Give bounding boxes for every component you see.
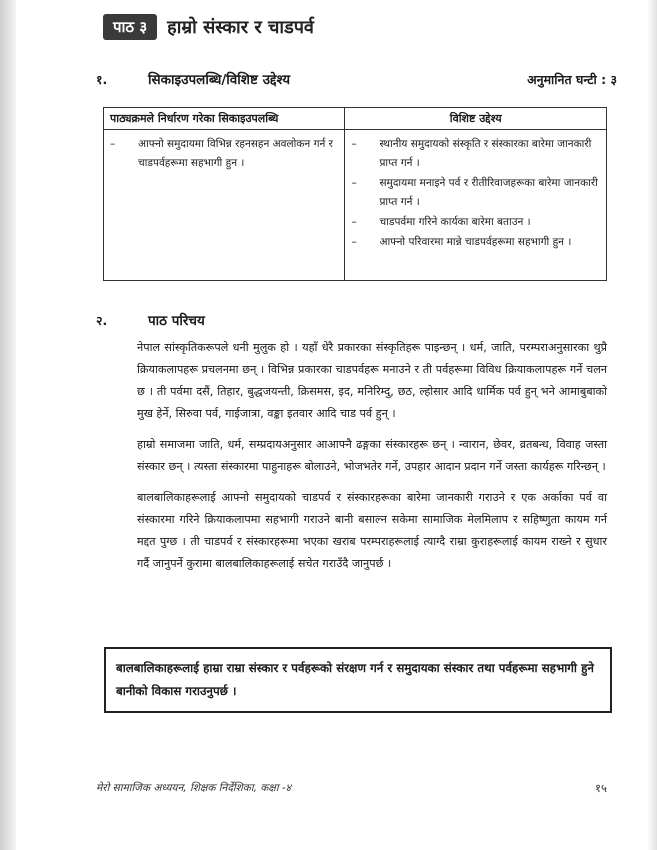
list-item-text: स्थानीय समुदायको संस्कृति र संस्कारका बारेमा जानकारी प्राप्त गर्न ।: [379, 138, 592, 169]
section-1-heading: [96, 70, 617, 88]
table-row: [104, 130, 607, 281]
page-number: १५: [595, 781, 607, 795]
page-right-edge: [647, 0, 657, 850]
section-title: पाठ परिचय: [148, 313, 205, 329]
section-title: सिकाइउपलब्धि/विशिष्ट उद्देश्य: [148, 72, 291, 88]
list-item-text: आफ्नो समुदायमा विभिन्न रहनसहन अवलोकन गर्न र चाडपर्वहरूमा सहभागी हुन ।: [138, 138, 333, 169]
page-binding-edge: [0, 0, 16, 850]
bullet: –: [351, 236, 357, 248]
list-item: [108, 135, 340, 173]
specific-objectives-cell: [345, 130, 607, 281]
bullet: –: [351, 216, 357, 228]
list-item: [349, 174, 602, 212]
column-header: पाठ्यक्रमले निर्धारण गरेका सिकाइउपलब्धि: [104, 108, 345, 130]
paragraph: नेपाल सांस्कृतिकरूपले धनी मुलुक हो । यहाँ धेरै प्रकारका संस्कृतिहरू पाइन्छन् । धर्म, जाति, परम्पराअनुसारका थुप्रै क्रियाकलापहरू प्रचलनमा छन् । विभिन्न प्रकारका चाडपर्वहरू मनाउने र ती पर्वहरूमा विविध क्रियाकलापहरू गर्ने चलन छ । ती पर्वमा दसैं, तिहार, बुद्धजयन्ती, क्रिसमस, इद, मनिरिम्दु, छठ, ल्होसार आदि धार्मिक पर्व हुन् भने आमाबुबाको मुख हेर्ने, सिरुवा पर्व, गाईजात्रा, वङ्का इतवार आदि चाड पर्व हुन् ।: [137, 341, 607, 420]
list-item: [349, 233, 602, 252]
table-header-row: [104, 108, 607, 130]
list-item: [349, 213, 602, 232]
list-item: [349, 135, 602, 173]
section-2-heading: [96, 311, 617, 329]
list-item-text: आफ्नो परिवारमा मान्ने चाडपर्वहरूमा सहभागी हुन ।: [379, 236, 572, 248]
bullet: –: [351, 138, 357, 150]
estimated-periods: अनुमानित घन्टी : ३: [527, 72, 617, 87]
lesson-number-badge: पाठ ३: [103, 14, 157, 40]
section-number: १.: [96, 72, 108, 87]
section-number: २.: [96, 313, 108, 328]
page-footer: [96, 781, 607, 796]
list-item-text: चाडपर्वमा गरिने कार्यका बारेमा बताउन ।: [379, 216, 531, 228]
learning-outcomes-cell: [104, 130, 345, 281]
bullet: –: [110, 138, 116, 150]
lesson-title: हाम्रो संस्कार र चाडपर्व: [167, 17, 314, 38]
lesson-introduction: [137, 337, 607, 584]
bullet: –: [351, 177, 357, 189]
paragraph: बालबालिकाहरूलाई आफ्नो समुदायको चाडपर्व र संस्कारहरूका बारेमा जानकारी गराउने र एक अर्काका पर्व वा संस्कारमा गरिने क्रियाकलापमा सहभागी गराउने बानी बसाल्न सकेमा सामाजिक मेलमिलाप र सहिष्णुता कायम गर्न मद्दत पुग्छ । ती चाडपर्व र संस्कारहरूमा भएका खराब परम्पराहरूलाई त्याग्दै राम्रा कुराहरूलाई कायम राख्ने र सुधार गर्दै जानुपर्ने कुरामा बालबालिकाहरूलाई सचेत गराउँदै जानुपर्छ ।: [137, 491, 607, 570]
paragraph: हाम्रो समाजमा जाति, धर्म, सम्प्रदायअनुसार आआफ्नै ढङ्गका संस्कारहरू छन् । न्वारान, छेवर, व्रतबन्ध, विवाह जस्ता संस्कार छन् । त्यस्ता संस्कारमा पाहुनाहरू बोलाउने, भोजभतेर गर्ने, उपहार आदान प्रदान गर्ने जस्ता कार्यहरू गरिन्छन् ।: [137, 438, 607, 473]
footer-source: मेरो सामाजिक अध्ययन, शिक्षक निर्देशिका, कक्षा -४: [96, 782, 292, 794]
list-item-text: समुदायमा मनाइने पर्व र रीतीरिवाजहरूका बारेमा जानकारी प्राप्त गर्न ।: [379, 177, 598, 208]
key-message-box: बालबालिकाहरूलाई हाम्रा राम्रा संस्कार र पर्वहरूको संरक्षण गर्न र समुदायका संस्कार तथा पर्वहरूमा सहभागी हुने बानीको विकास गराउनुपर्छ ।: [104, 647, 612, 713]
lesson-header: [103, 14, 314, 40]
column-header: विशिष्ट उद्देश्य: [345, 108, 607, 130]
objectives-table: [103, 107, 607, 281]
